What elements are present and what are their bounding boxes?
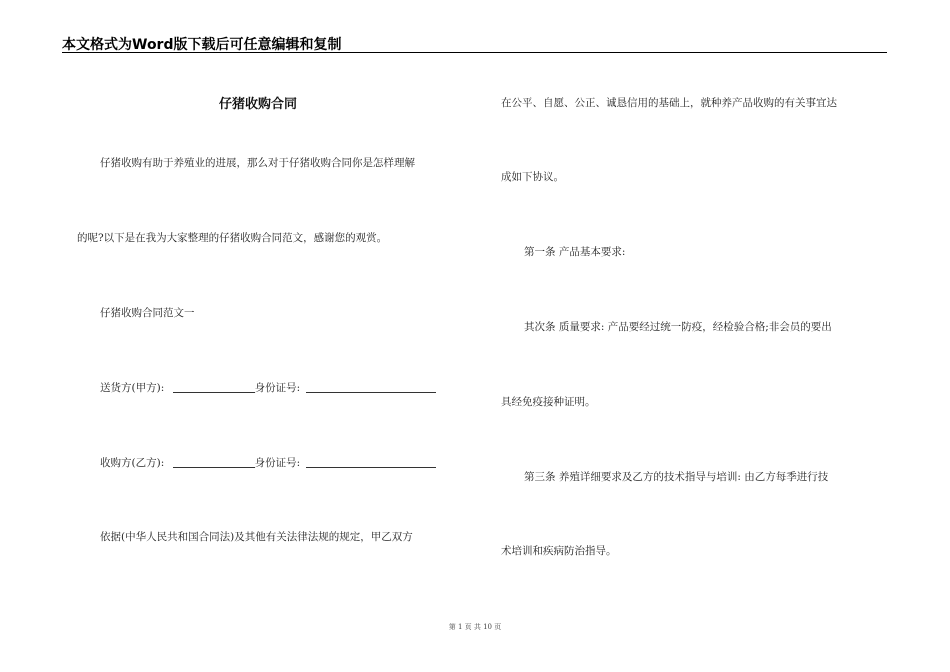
continuation-line-1: 在公平、自愿、公正、诚恳信用的基础上，就种养产品收购的有关事宜达 [501,97,837,109]
party-a-row [100,380,436,395]
party-b-name-field [173,456,255,468]
intro-line-2: 的呢?以下是在我为大家整理的仔猪收购合同范文，感谢您的观赏。 [77,232,388,244]
document-title: 仔猪收购合同 [219,97,298,112]
party-a-label: 送货方(甲方): [100,382,165,394]
party-b-id-label: 身份证号: [254,457,301,469]
header-divider [62,52,887,53]
article-3-line-1: 第三条 养殖详细要求及乙方的技术指导与培训: 由乙方每季进行技 [524,471,829,483]
party-a-id-label: 身份证号: [254,382,301,394]
legal-basis-line: 依据(中华人民共和国合同法)及其他有关法律法规的规定，甲乙双方 [100,531,413,543]
party-b-label: 收购方(乙方): [100,457,165,469]
article-3-line-2: 术培训和疾病防治指导。 [501,545,617,557]
continuation-line-2: 成如下协议。 [501,171,564,183]
intro-line-1: 仔猪收购有助于养殖业的进展，那么对于仔猪收购合同你是怎样理解 [100,157,415,169]
party-a-id-field [306,381,436,393]
document-header-banner: 本文格式为Word版下载后可任意编辑和复制 [62,37,342,53]
article-2-line-2: 具经免疫接种证明。 [501,396,596,408]
party-b-row [100,455,436,470]
article-1: 第一条 产品基本要求: [524,246,626,258]
sample-heading: 仔猪收购合同范文一 [100,307,195,319]
article-2-line-1: 其次条 质量要求: 产品要经过统一防疫，经检验合格;非会员的要出 [524,321,832,333]
party-a-name-field [173,381,255,393]
party-b-id-field [306,456,436,468]
page-number-footer: 第 1 页 共 10 页 [448,623,502,631]
